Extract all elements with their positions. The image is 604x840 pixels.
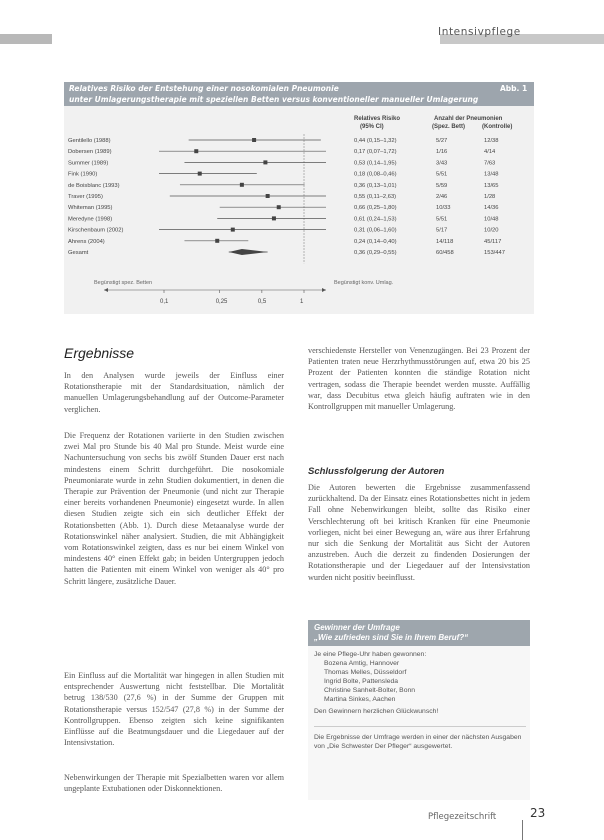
axis-arrow-right [322, 288, 326, 292]
study-label: Gentilello (1988) [68, 138, 111, 144]
right-paragraph-2: Die Autoren bewerten die Ergebnisse zusammenfassend zurückhaltend. Da der Einsatz eines Rotationsbettes nicht in jedem Fall ohne Nebenwirkungen bleibt, sollte das Risiko einer Verschlechterung oft bei kritisch Kranken für eine Pneumonie vorliegen, nicht bei einer Bewegung an, wäre aus ihrer Erfahrung nur sich die Senkung der Mortalität aus Sicht der Autoren anzustreben. Auch die derzeit zu findenden Dosierungen der Rotationstherapie und der Liegedauer auf der Intensivstation wurden nicht positiv beeinflusst. [308, 483, 530, 582]
point-estimate [277, 205, 281, 209]
figure-title-line1: Relatives Risiko der Entstehung einer nosokomialen Pneumonie [69, 84, 339, 93]
tick-label: 0,5 [257, 299, 267, 305]
n-special: 5/27 [436, 138, 448, 144]
ci-value: 0,36 (0,13–1,01) [354, 182, 397, 189]
heading-conclusion: Schlussfolgerung der Autoren [308, 466, 445, 477]
study-label: Dobersen (1989) [68, 149, 112, 156]
forest-plot-figure [64, 82, 534, 314]
n-control: 4/14 [484, 149, 496, 156]
section-title: Intensivpflege [438, 26, 521, 38]
footer-journal: Pflegezeitschrift [428, 812, 497, 822]
figure-title-bar [64, 82, 534, 106]
study-label: de Boisblanc (1993) [68, 182, 120, 189]
study-label: Meredyne (1998) [68, 216, 113, 223]
axis-label-left: Begünstigt spez. Betten [94, 280, 153, 286]
survey-title1: Gewinner der Umfrage [314, 623, 400, 632]
n-special: 2/46 [436, 194, 448, 200]
tick-label: 1 [300, 299, 304, 305]
left-paragraph-2: Die Frequenz der Rotationen variierte in den Studien zwischen zwei Mal pro Stunde bis 40 Mal pro Stunde. Meist wurde eine Nachuntersuchung von sechs bis zwölf Stunden Dauer erst nach mindestens einem Schritt durchgeführt. Die nosokomiale Pneumoniarate wurde in zehn Studien dokumentiert, in denen die Therapie zur Prävention der Pneumonie (und nicht zur Therapie einer bereits vorhandenen Pneumonie) eingesetzt wurde. In allen diesen Studien zeigte sich ein sich deutlicher Effekt der Rotationsbetten (Abb. 1). Durch diese Metaanalyse wurde der Rotationswinkel näher analysiert. Studien, die mit Abhängigkeit vom Rotationswinkel zeigten, dass es nur bei einem Winkel von mindestens 40° einen Effekt gab; in beiden Untergruppen jedoch hatten die Patienten mit einem Winkel von weniger als 40° pro Schritt längere, zusätzliche Dauer. [64, 431, 284, 586]
footer-divider [522, 820, 523, 840]
n-control: 10/20 [484, 227, 499, 234]
n-special: 5/59 [436, 182, 448, 189]
figure-label: Abb. 1 [500, 84, 528, 93]
n-control: 153/447 [484, 250, 505, 256]
n-special: 10/33 [436, 205, 451, 212]
ci-value: 0,44 (0,15–1,32) [354, 138, 397, 144]
pooled-diamond [229, 249, 268, 255]
axis-arrow-left [104, 288, 108, 292]
col-rr-header1: Relatives Risiko [354, 116, 401, 122]
col-n-header2: (Spez. Bett) [432, 124, 465, 130]
left-paragraph-1: In den Analysen wurde jeweils der Einfluss einer Rotationstherapie mit der Standardsituation, nämlich der manuellen Umlagerungsbehandlung auf der Outcome-Parameter verglichen. [64, 371, 284, 414]
page-number: 23 [530, 806, 546, 820]
winner-item: Christine Sanhelt-Bolter, Bonn [324, 687, 416, 694]
col-n2-header2: (Kontrolle) [482, 124, 513, 130]
ci-value: 0,53 (0,14–1,95) [354, 160, 397, 167]
n-control: 13/65 [484, 182, 499, 189]
ci-value: 0,18 (0,08–0,46) [354, 171, 397, 178]
ci-value: 0,61 (0,24–1,53) [354, 216, 397, 223]
survey-winners-box [308, 620, 530, 800]
point-estimate [194, 149, 198, 153]
survey-title2: „Wie zufrieden sind Sie in Ihrem Beruf?“ [314, 633, 469, 642]
col-rr-header2: (95% CI) [360, 124, 384, 130]
survey-intro: Je eine Pflege-Uhr haben gewonnen: [314, 651, 427, 658]
right-paragraph-1: verschiedenste Hersteller von Venenzugängen. Bei 23 Prozent der Patienten traten neue Herzrhythmusstörungen auf, etwa 20 bis 25 Prozent der Patienten konnten die ständige Rotation nicht vertragen, sodass die Therapie beendet werden musste. Auffällig war, dass Decubitus etwa gleich häufig auftraten wie in den Kontrollgruppen mit manueller Umlagerung. [308, 346, 530, 412]
winner-item: Bozena Amtig, Hannover [324, 660, 400, 667]
ci-value: 0,31 (0,06–1,60) [354, 227, 397, 234]
point-estimate [198, 172, 202, 176]
point-estimate [240, 183, 244, 187]
left-paragraph-3: Ein Einfluss auf die Mortalität war hingegen in allen Studien mit entsprechender Auswertung nicht feststellbar. Die Mortalität betrug 138/530 (27,6 %) in der Summe der Gruppen mit Rotationstherapie versus 152/547 (27,8 %) in der Summe der Kontrollgruppen. Ebenso zeigten sich keine signifikanten Einflüsse auf die Beatmungsdauer und die Liegedauer auf der Intensivstation. [64, 671, 284, 748]
study-label: Fink (1990) [68, 171, 98, 178]
point-estimate [272, 216, 276, 220]
n-control: 1/28 [484, 194, 496, 200]
n-special: 1/16 [436, 149, 448, 156]
figure-title-line2: unter Umlagerungstherapie mit speziellen Betten versus konventioneller manueller Umlagerung [69, 95, 479, 104]
ci-value: 0,36 (0,29–0,55) [354, 250, 397, 256]
n-control: 45/117 [484, 238, 502, 245]
study-label: Gesamt [68, 250, 89, 256]
study-label: Whiteman (1995) [68, 205, 113, 212]
winner-item: Martina Sinkes, Aachen [324, 696, 396, 703]
survey-note: Die Ergebnisse der Umfrage werden in einer der nächsten Ausgaben von „Die Schwester Der Pfleger“ ausgewertet. [314, 726, 526, 751]
tick-label: 0,25 [215, 299, 228, 305]
winner-item: Ingrid Bolte, Pattensleda [324, 678, 399, 685]
study-label: Ahrens (2004) [68, 238, 105, 245]
survey-congrats: Den Gewinnern herzlichen Glückwunsch! [314, 708, 439, 715]
n-control: 12/38 [484, 138, 499, 144]
ci-value: 0,17 (0,07–1,72) [354, 149, 397, 156]
header-band-left [0, 34, 52, 44]
n-control: 14/36 [484, 205, 499, 212]
n-control: 10/48 [484, 216, 499, 223]
winner-item: Thomas Melles, Düsseldorf [324, 669, 407, 676]
left-paragraph-4: Nebenwirkungen der Therapie mit Spezialbetten waren vor allem ungeplante Extubationen oder Diskonnektionen. [64, 773, 284, 794]
n-special: 5/51 [436, 171, 448, 178]
ci-value: 0,55 (0,11–2,63) [354, 194, 397, 200]
n-special: 60/458 [436, 250, 454, 256]
ci-value: 0,66 (0,25–1,80) [354, 205, 397, 212]
n-control: 7/63 [484, 160, 496, 167]
n-special: 14/118 [436, 238, 454, 245]
axis-label-right: Begünstigt konv. Umlag. [334, 280, 394, 286]
col-n-header1: Anzahl der Pneumonien [434, 116, 503, 122]
tick-label: 0,1 [160, 299, 169, 305]
n-special: 3/43 [436, 160, 448, 167]
heading-results: Ergebnisse [64, 345, 135, 361]
study-label: Kirschenbaum (2002) [68, 227, 124, 234]
study-label: Summer (1989) [68, 160, 109, 167]
n-special: 5/51 [436, 216, 448, 223]
point-estimate [215, 239, 219, 243]
ci-value: 0,24 (0,14–0,40) [354, 238, 397, 245]
point-estimate [266, 194, 270, 198]
point-estimate [263, 160, 267, 164]
n-special: 5/17 [436, 227, 448, 234]
survey-body [314, 650, 526, 751]
point-estimate [231, 228, 235, 232]
point-estimate [252, 138, 256, 142]
forest-plot [64, 106, 534, 314]
n-control: 13/48 [484, 171, 499, 178]
study-label: Traver (1995) [68, 194, 103, 200]
survey-header [308, 620, 530, 646]
